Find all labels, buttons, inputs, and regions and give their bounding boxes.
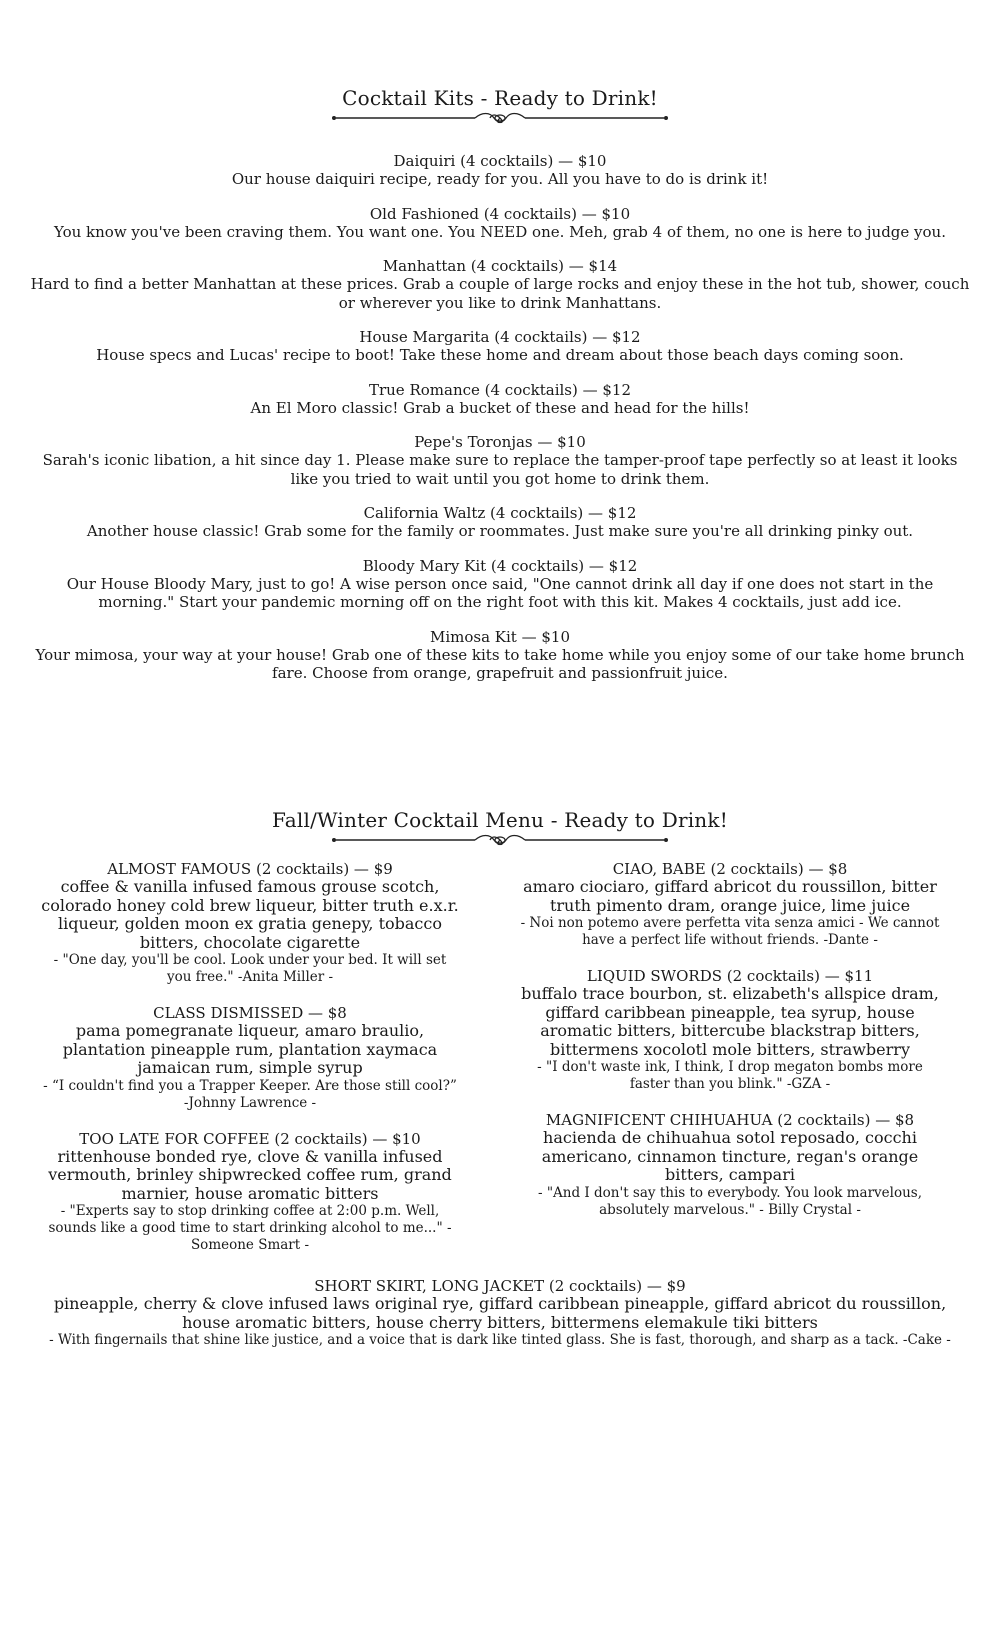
kit-item <box>30 205 970 242</box>
left-column <box>40 860 460 1272</box>
kit-title: Old Fashioned (4 cocktails) — $10 <box>369 204 631 223</box>
cocktail-ingredients: amaro ciociaro, giffard abricot du roussillon, bitter truth pimento dram, orange juice, lime juice <box>523 877 937 915</box>
kit-description: Hard to find a better Manhattan at these prices. Grab a couple of large rocks and enjoy these in the hot tub, shower, couch or wherever you like to drink Manhattans. <box>30 275 970 312</box>
cocktail-ingredients: pama pomegranate liqueur, amaro braulio, plantation pineapple rum, plantation xaymaca jamaican rum, simple syrup <box>62 1021 438 1077</box>
cocktail-item <box>40 1130 460 1255</box>
cocktail-quote: - "And I don't say this to everybody. You look marvelous, absolutely marvelous." - Billy Crystal - <box>537 1184 923 1218</box>
cocktail-quote: - With fingernails that shine like justice, and a voice that is dark like tinted glass. She is fast, thorough, and sharp as a tack. -Cake - <box>49 1332 951 1348</box>
cocktail-quote: - Noi non potemo avere perfetta vita senza amici - We cannot have a perfect life without friends. -Dante - <box>520 915 940 948</box>
kit-description: Our house daiquiri recipe, ready for you. All you have to do is drink it! <box>231 170 769 188</box>
right-column <box>520 860 940 1237</box>
kit-title: Pepe's Toronjas — $10 <box>414 433 586 451</box>
kit-item <box>30 381 970 418</box>
kit-title: True Romance (4 cocktails) — $12 <box>368 380 632 399</box>
kit-item <box>30 504 970 541</box>
cocktail-item <box>40 1004 460 1112</box>
cocktail-title: SHORT SKIRT, LONG JACKET (2 cocktails) — $9 <box>314 1277 686 1295</box>
cocktail-ingredients: coffee & vanilla infused famous grouse scotch, colorado honey cold brew liqueur, bitter truth e.x.r. liqueur, golden moon ex gratia genepy, tobacco bitters, chocolate cigarette <box>41 877 459 952</box>
cocktail-item <box>520 967 940 1093</box>
cocktail-ingredients: hacienda de chihuahua sotol reposado, cocchi americano, cinnamon tincture, regan's orange bitters, campari <box>541 1128 919 1184</box>
kit-description: Your mimosa, your way at your house! Grab one of these kits to take home while you enjoy some of our take home brunch fare. Choose from orange, grapefruit and passionfruit juice. <box>35 645 965 682</box>
cocktail-quote: - "I don't waste ink, I think, I drop megaton bombs more faster than you blink." -GZA - <box>537 1059 923 1092</box>
kit-item <box>30 433 970 488</box>
cocktail-ingredients: buffalo trace bourbon, st. elizabeth's allspice dram, giffard caribbean pineapple, tea syrup, house aromatic bitters, bittercube blackstrap bitters, bittermens xocolotl mole bitters, strawberry <box>521 984 939 1059</box>
kit-title: Manhattan (4 cocktails) — $14 <box>382 257 618 275</box>
cocktail-title: CLASS DISMISSED — $8 <box>153 1004 347 1022</box>
cocktail-title: CIAO, BABE (2 cocktails) — $8 <box>612 860 848 878</box>
cocktail-ingredients: pineapple, cherry & clove infused laws original rye, giffard caribbean pineapple, giffard abricot du roussillon, house aromatic bitters, house cherry bitters, bittermens elemakule tiki bitters <box>53 1294 947 1332</box>
kit-description: Sarah's iconic libation, a hit since day 1. Please make sure to replace the tamper-proof tape perfectly so at least it looks like you tried to wait until you got home to drink them. <box>42 451 958 488</box>
kit-description: House specs and Lucas' recipe to boot! Take these home and dream about those beach days coming soon. <box>96 346 904 364</box>
kit-title: California Waltz (4 cocktails) — $12 <box>363 504 637 522</box>
cocktail-title: LIQUID SWORDS (2 cocktails) — $11 <box>586 967 874 985</box>
kit-description: Our House Bloody Mary, just to go! A wise person once said, "One cannot drink all day if one does not start in the morning." Start your pandemic morning off on the right foot with this kit. Makes 4 cocktails, just add ice. <box>66 574 934 611</box>
cocktail-item <box>520 1111 940 1219</box>
cocktail-quote: - “I couldn't find you a Trapper Keeper. Are those still cool?” -Johnny Lawrence - <box>43 1077 457 1111</box>
ornamental-divider-icon <box>330 832 670 848</box>
kit-item <box>30 557 970 612</box>
kit-description: An El Moro classic! Grab a bucket of these and head for the hills! <box>250 398 750 417</box>
kits-list <box>30 152 970 699</box>
cocktail-item <box>520 860 940 949</box>
kit-item <box>30 152 970 189</box>
cocktail-item <box>40 860 460 986</box>
cocktail-title: ALMOST FAMOUS (2 cocktails) — $9 <box>107 860 393 878</box>
full-width-cocktail <box>35 1277 965 1349</box>
kit-item <box>30 257 970 312</box>
ornamental-divider-icon <box>330 110 670 126</box>
kit-description: Another house classic! Grab some for the family or roommates. Just make sure you're all drinking pinky out. <box>86 522 914 540</box>
kits-section-title: Cocktail Kits - Ready to Drink! <box>342 86 658 110</box>
kit-item <box>30 328 970 365</box>
kit-description: You know you've been craving them. You want one. You NEED one. Meh, grab 4 of them, no one is here to judge you. <box>53 222 946 241</box>
kit-title: Daiquiri (4 cocktails) — $10 <box>393 152 607 170</box>
kit-item <box>30 628 970 683</box>
cocktail-title: MAGNIFICENT CHIHUAHUA (2 cocktails) — $8 <box>545 1111 915 1129</box>
kit-title: Bloody Mary Kit (4 cocktails) — $12 <box>362 556 638 575</box>
fall-section-title: Fall/Winter Cocktail Menu - Ready to Drink! <box>272 808 728 832</box>
cocktail-ingredients: rittenhouse bonded rye, clove & vanilla infused vermouth, brinley shipwrecked coffee rum, grand marnier, house aromatic bitters <box>48 1146 452 1203</box>
cocktail-quote: - "Experts say to stop drinking coffee at 2:00 p.m. Well, sounds like a good time to start drinking alcohol to me..." -Someone Smart - <box>48 1203 452 1253</box>
kit-title: House Margarita (4 cocktails) — $12 <box>359 328 641 346</box>
kit-title: Mimosa Kit — $10 <box>429 627 571 646</box>
cocktail-title: TOO LATE FOR COFFEE (2 cocktails) — $10 <box>79 1129 421 1148</box>
cocktail-quote: - "One day, you'll be cool. Look under your bed. It will set you free." -Anita Miller - <box>53 952 447 985</box>
